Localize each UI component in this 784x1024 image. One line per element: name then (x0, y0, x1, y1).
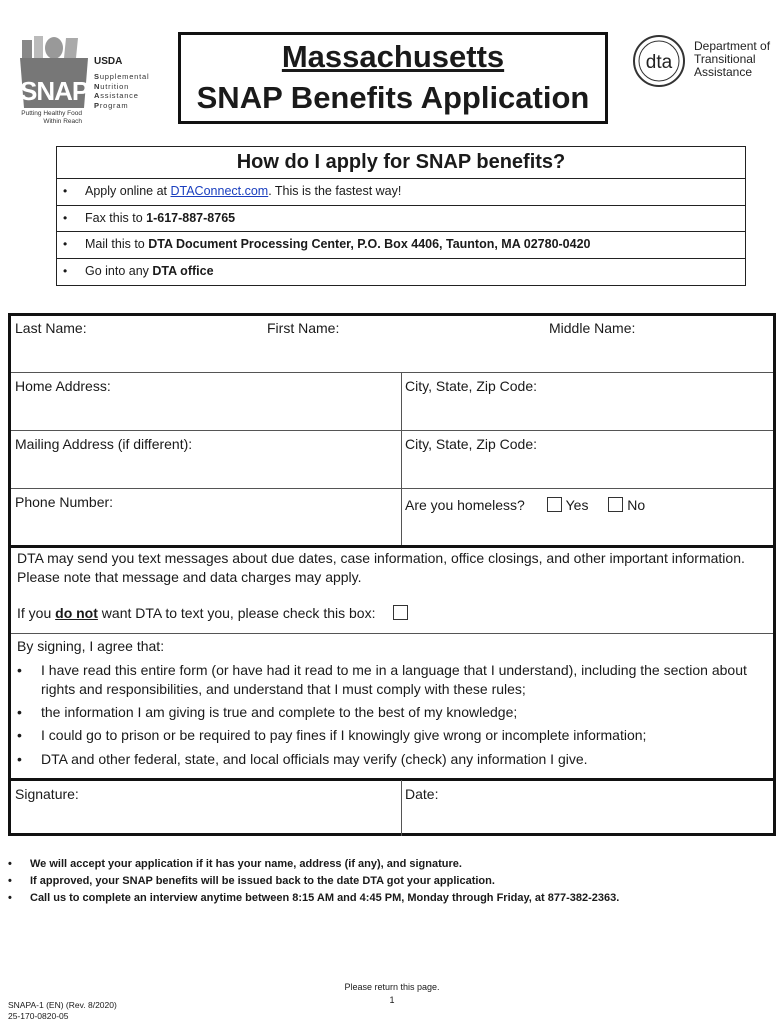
title-state: Massachusetts (281, 39, 505, 74)
mailing-city-field[interactable]: City, State, Zip Code: (405, 436, 538, 452)
dta-name: Department of Transitional Assistance (694, 39, 771, 79)
snap-acronym: Supplemental Nutrition Assistance Program (94, 72, 150, 110)
first-name-field[interactable]: First Name: (267, 320, 340, 336)
form-identifier: SNAPA-1 (EN) (Rev. 8/2020) 25-170-0820-05 (8, 1000, 117, 1021)
divider (11, 488, 773, 489)
home-city-field[interactable]: City, State, Zip Code: (405, 378, 538, 394)
agreement-item: • the information I am giving is true and complete to the best of my knowledge; (17, 703, 763, 722)
signature-field[interactable]: Signature: (15, 786, 79, 802)
phone-number-field[interactable]: Phone Number: (15, 494, 114, 510)
agreement-intro: By signing, I agree that: (17, 638, 165, 654)
apply-mail-item: • Mail this to DTA Document Processing Center, P.O. Box 4406, Taunton, MA 02780-0420 (57, 232, 745, 259)
divider (11, 633, 773, 634)
snap-tagline: Putting Healthy Food Within Reach (21, 110, 82, 125)
agreement-item: • DTA and other federal, state, and local officials may verify (check) any information I give. (17, 750, 763, 769)
acceptance-notes (8, 856, 778, 907)
divider (11, 430, 773, 431)
middle-name-field[interactable]: Middle Name: (549, 320, 636, 336)
text-optout-checkbox[interactable] (393, 605, 408, 620)
text-optout-line: If you do not want DTA to text you, please check this box: (17, 604, 763, 623)
return-instruction: Please return this page. (344, 982, 440, 992)
apply-office-item: • Go into any DTA office (57, 259, 745, 286)
apply-fax-item: • Fax this to 1-617-887-8765 (57, 206, 745, 233)
homeless-yes-checkbox[interactable] (547, 497, 562, 512)
dtaconnect-link[interactable]: DTAConnect.com (170, 184, 269, 198)
apply-heading: How do I apply for SNAP benefits? (57, 147, 745, 179)
column-divider (401, 372, 402, 546)
snap-logo (8, 32, 150, 130)
application-form (8, 313, 776, 836)
agreement-item: • I could go to prison or be required to pay fines if I knowingly give wrong or incomplete information; (17, 726, 763, 745)
page-title (178, 32, 608, 124)
last-name-field[interactable]: Last Name: (15, 320, 87, 336)
usda-label: USDA (94, 56, 123, 67)
homeless-question: Are you homeless? Yes No (405, 497, 646, 513)
divider (11, 372, 773, 373)
mailing-address-field[interactable]: Mailing Address (if different): (15, 436, 193, 452)
page-number: 1 (389, 995, 395, 1005)
dta-logo (630, 34, 780, 90)
title-form-name: SNAP Benefits Application (196, 80, 590, 115)
agreement-item: • I have read this entire form (or have had it read to me in a language that I understand), including the section about rights and responsibilities, and understand that I must comply with these rules; (17, 661, 763, 699)
snap-wordmark: SNAP (20, 76, 89, 106)
text-message-notice: DTA may send you text messages about due dates, case information, office closings, and other important information. Please note that message and data charges may apply. (17, 550, 745, 585)
svg-text:dta: dta (645, 52, 673, 73)
note-item: • We will accept your application if it has your name, address (if any), and signature. (8, 856, 778, 873)
section-divider (11, 778, 773, 781)
apply-online-item: • Apply online at DTAConnect.com. This is the fastest way! (57, 179, 745, 206)
column-divider (401, 780, 402, 836)
date-field[interactable]: Date: (405, 786, 439, 802)
note-item: • Call us to complete an interview anytime between 8:15 AM and 4:45 PM, Monday through Friday, at 877-382-2363. (8, 890, 778, 907)
section-divider (11, 545, 773, 548)
homeless-no-checkbox[interactable] (608, 497, 623, 512)
how-to-apply-box (56, 146, 746, 286)
dta-seal-icon (632, 34, 686, 88)
home-address-field[interactable]: Home Address: (15, 378, 111, 394)
note-item: • If approved, your SNAP benefits will be issued back to the date DTA got your application. (8, 873, 778, 890)
